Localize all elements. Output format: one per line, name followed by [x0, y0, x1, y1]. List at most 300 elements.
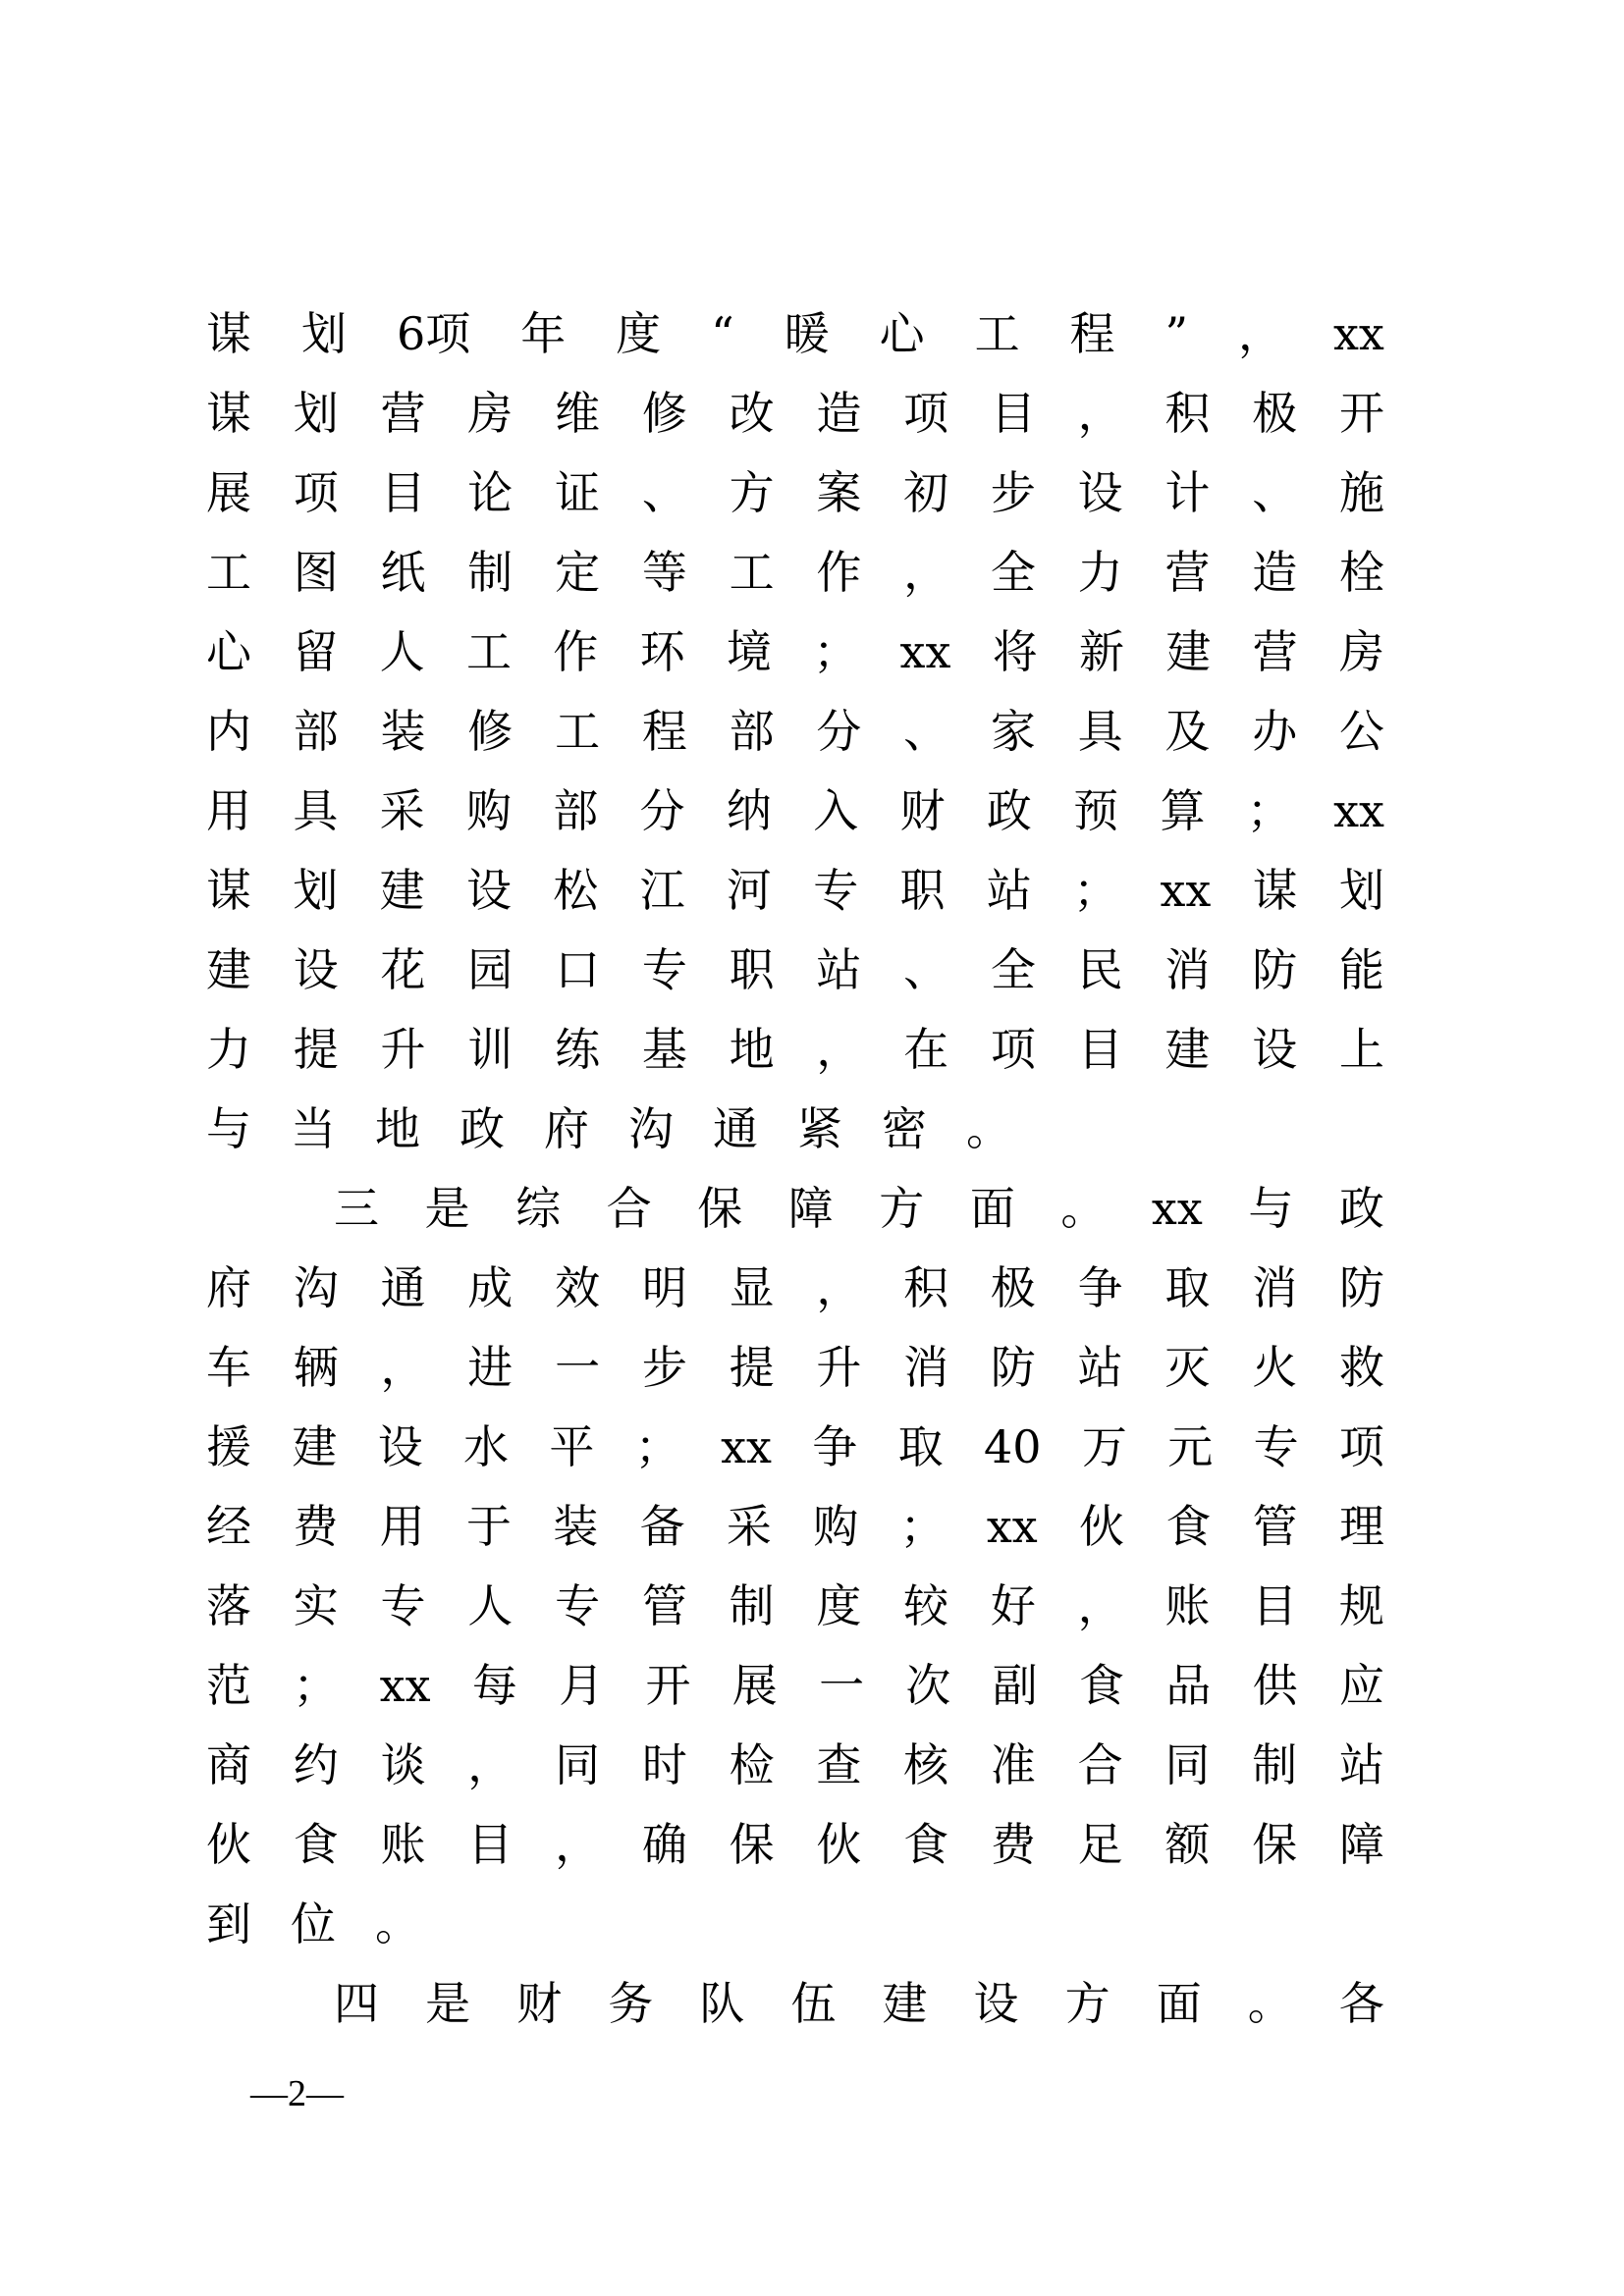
text-glyph: xx	[721, 1420, 772, 1473]
text-glyph: 面	[969, 1182, 1015, 1235]
text-glyph: 练	[555, 1023, 601, 1076]
text-glyph: 口	[555, 943, 601, 996]
text-glyph: 与	[206, 1102, 251, 1155]
text-glyph: 账	[1164, 1579, 1211, 1632]
text-glyph: xx	[899, 625, 951, 678]
text-glyph: 站	[816, 943, 862, 996]
text-glyph: 6项	[396, 307, 471, 360]
text-glyph: xx	[986, 1500, 1038, 1553]
text-glyph: 救	[1338, 1341, 1384, 1394]
text-line	[206, 1726, 1384, 1805]
text-glyph: 办	[1252, 705, 1298, 758]
text-line	[206, 1646, 1384, 1726]
text-glyph: ，	[1238, 307, 1283, 360]
text-glyph: 防	[1338, 1261, 1384, 1314]
text-glyph: 各	[1338, 1977, 1384, 2030]
text-glyph: 工	[206, 546, 251, 599]
text-glyph: 一	[819, 1659, 865, 1712]
text-glyph: 步	[641, 1341, 687, 1394]
text-glyph: 展	[206, 466, 251, 519]
text-glyph: 部	[553, 784, 599, 837]
text-glyph: 程	[1069, 307, 1115, 360]
text-glyph: xx	[1333, 784, 1384, 837]
text-glyph: 划	[300, 307, 347, 360]
text-glyph: 等	[641, 546, 687, 599]
text-glyph: ；	[634, 1420, 680, 1473]
text-glyph: 约	[293, 1738, 339, 1791]
text-line	[206, 692, 1384, 772]
text-glyph: 综	[515, 1182, 562, 1235]
text-glyph: 伙	[1079, 1500, 1125, 1553]
text-glyph: 保	[1252, 1818, 1298, 1871]
text-glyph: 项	[1338, 1420, 1384, 1473]
text-line	[206, 851, 1384, 931]
text-glyph: ；	[813, 625, 859, 678]
text-glyph: ，	[380, 1341, 426, 1394]
text-glyph: “	[711, 307, 734, 360]
text-glyph: 。	[966, 1102, 1011, 1155]
text-glyph: 项	[990, 1023, 1036, 1076]
text-glyph: 作	[553, 625, 599, 678]
text-glyph: 设	[1252, 1023, 1298, 1076]
text-glyph: 到	[206, 1897, 251, 1950]
text-glyph: 图	[293, 546, 339, 599]
text-glyph: 证	[555, 466, 601, 519]
text-glyph: 积	[1164, 387, 1211, 440]
text-glyph: 案	[816, 466, 862, 519]
text-glyph: 建	[292, 1420, 338, 1473]
text-glyph: 用	[206, 784, 251, 837]
text-glyph: 紧	[797, 1102, 842, 1155]
text-glyph: 是	[425, 1977, 471, 2030]
text-glyph: 位	[291, 1897, 336, 1950]
text-glyph: 府	[206, 1261, 251, 1314]
text-glyph: 项	[903, 387, 949, 440]
text-glyph: 工	[729, 546, 775, 599]
text-glyph: 明	[641, 1261, 687, 1314]
text-glyph: 每	[471, 1659, 517, 1712]
text-glyph: 合	[1077, 1738, 1123, 1791]
text-glyph: 新	[1079, 625, 1125, 678]
text-glyph: 入	[813, 784, 859, 837]
text-glyph: 规	[1338, 1579, 1384, 1632]
text-glyph: 项	[293, 466, 339, 519]
text-glyph: 建	[882, 1977, 928, 2030]
text-glyph: 花	[380, 943, 426, 996]
text-glyph: 额	[1164, 1818, 1211, 1871]
text-glyph: 队	[699, 1977, 745, 2030]
text-glyph: 环	[639, 625, 685, 678]
text-glyph: 园	[467, 943, 514, 996]
text-glyph: 心	[879, 307, 925, 360]
text-glyph: 划	[293, 387, 339, 440]
text-glyph: 足	[1077, 1818, 1123, 1871]
text-glyph: 品	[1165, 1659, 1212, 1712]
text-glyph: 费	[293, 1500, 339, 1553]
text-glyph: 防	[990, 1341, 1036, 1394]
text-glyph: 营	[380, 387, 426, 440]
text-glyph: 地	[729, 1023, 775, 1076]
text-glyph: 月	[559, 1659, 605, 1712]
text-glyph: 食	[1165, 1500, 1212, 1553]
text-glyph: 改	[729, 387, 775, 440]
text-glyph: 制	[729, 1579, 775, 1632]
text-glyph: 制	[467, 546, 514, 599]
text-glyph: 上	[1338, 1023, 1384, 1076]
text-glyph: 采	[379, 784, 425, 837]
text-glyph: 作	[816, 546, 862, 599]
text-glyph: 及	[1164, 705, 1211, 758]
text-glyph: xx	[1332, 307, 1384, 360]
text-glyph: 制	[1252, 1738, 1298, 1791]
text-glyph: 同	[555, 1738, 601, 1791]
text-glyph: 分	[816, 705, 862, 758]
text-glyph: 划	[1338, 864, 1384, 917]
text-glyph: 河	[726, 864, 772, 917]
text-glyph: 在	[903, 1023, 949, 1076]
text-glyph: 留	[293, 625, 339, 678]
text-glyph: 内	[206, 705, 251, 758]
text-glyph: 江	[639, 864, 685, 917]
text-glyph: 查	[816, 1738, 862, 1791]
text-glyph: 密	[882, 1102, 927, 1155]
text-glyph: 划	[293, 864, 339, 917]
text-glyph: 时	[641, 1738, 687, 1791]
text-glyph: 沟	[628, 1102, 674, 1155]
text-glyph: 准	[990, 1738, 1036, 1791]
text-glyph: 政	[1338, 1182, 1384, 1235]
text-glyph: 提	[293, 1023, 339, 1076]
text-glyph: 公	[1338, 705, 1384, 758]
text-glyph: 修	[641, 387, 687, 440]
text-glyph: 当	[291, 1102, 336, 1155]
text-glyph: 进	[467, 1341, 514, 1394]
text-glyph: 站	[986, 864, 1032, 917]
text-glyph: 计	[1164, 466, 1211, 519]
text-glyph: ，	[816, 1023, 862, 1076]
text-line	[206, 1567, 1384, 1646]
text-glyph: 初	[903, 466, 949, 519]
text-line	[206, 1487, 1384, 1567]
text-glyph: 建	[379, 864, 425, 917]
text-line	[206, 1805, 1384, 1885]
text-glyph: 较	[903, 1579, 949, 1632]
text-glyph: 。	[1247, 1977, 1293, 2030]
text-glyph: 民	[1077, 943, 1123, 996]
text-glyph: 保	[729, 1818, 775, 1871]
text-glyph: ”	[1164, 307, 1189, 360]
text-glyph: 一	[555, 1341, 601, 1394]
text-glyph: 造	[1252, 546, 1298, 599]
text-glyph: 算	[1160, 784, 1206, 837]
text-glyph: 争	[812, 1420, 858, 1473]
text-glyph: 专	[813, 864, 859, 917]
text-glyph: 用	[379, 1500, 425, 1553]
text-glyph: 站	[1077, 1341, 1123, 1394]
text-glyph: 力	[206, 1023, 251, 1076]
text-glyph: 同	[1164, 1738, 1211, 1791]
text-glyph: 家	[990, 705, 1036, 758]
text-glyph: 、	[1252, 466, 1298, 519]
text-glyph: 升	[380, 1023, 426, 1076]
text-line	[206, 374, 1384, 454]
text-glyph: 极	[1252, 387, 1298, 440]
text-glyph: 消	[1164, 943, 1211, 996]
text-glyph: 面	[1156, 1977, 1202, 2030]
text-glyph: 装	[553, 1500, 599, 1553]
text-glyph: xx	[379, 1659, 431, 1712]
text-glyph: 谋	[206, 387, 251, 440]
text-glyph: 灭	[1164, 1341, 1211, 1394]
text-glyph: 合	[606, 1182, 652, 1235]
text-glyph: 目	[1252, 1579, 1298, 1632]
text-glyph: 具	[1077, 705, 1123, 758]
text-glyph: ；	[1073, 864, 1119, 917]
text-glyph: 目	[467, 1818, 514, 1871]
text-glyph: 购	[813, 1500, 859, 1553]
text-glyph: 管	[641, 1579, 687, 1632]
text-glyph: 站	[1338, 1738, 1384, 1791]
text-glyph: 预	[1073, 784, 1119, 837]
text-glyph: 施	[1338, 466, 1384, 519]
text-glyph: 政	[986, 784, 1032, 837]
text-line	[206, 613, 1384, 692]
text-glyph: 专	[380, 1579, 426, 1632]
text-glyph: 于	[465, 1500, 512, 1553]
text-glyph: 部	[293, 705, 339, 758]
text-line	[206, 533, 1384, 613]
text-glyph: 度	[816, 1579, 862, 1632]
text-glyph: 维	[555, 387, 601, 440]
text-glyph: 。	[1060, 1182, 1107, 1235]
text-glyph: 财	[516, 1977, 563, 2030]
text-line	[206, 294, 1384, 374]
text-glyph: 建	[1164, 1023, 1211, 1076]
text-glyph: 应	[1338, 1659, 1384, 1712]
text-glyph: 取	[1164, 1261, 1211, 1314]
text-glyph: 车	[206, 1341, 251, 1394]
text-glyph: ，	[816, 1261, 862, 1314]
text-glyph: xx	[1160, 864, 1212, 917]
text-glyph: 商	[206, 1738, 251, 1791]
text-glyph: 栓	[1338, 546, 1384, 599]
text-glyph: 通	[713, 1102, 758, 1155]
text-glyph: 火	[1252, 1341, 1298, 1394]
text-line	[206, 454, 1384, 533]
text-glyph: 极	[990, 1261, 1036, 1314]
text-glyph: 程	[641, 705, 687, 758]
text-glyph: 是	[424, 1182, 470, 1235]
text-glyph: 伍	[790, 1977, 837, 2030]
text-glyph: 心	[206, 625, 251, 678]
text-glyph: 采	[726, 1500, 772, 1553]
text-glyph: 训	[467, 1023, 514, 1076]
text-glyph: 消	[903, 1341, 949, 1394]
text-glyph: 伙	[206, 1818, 251, 1871]
text-glyph: 纳	[726, 784, 772, 837]
text-glyph: 修	[467, 705, 514, 758]
text-glyph: 谋	[206, 307, 251, 360]
text-glyph: 通	[380, 1261, 426, 1314]
text-line	[206, 1090, 1384, 1169]
text-glyph: ，	[467, 1738, 514, 1791]
text-line	[206, 1010, 1384, 1090]
text-glyph: 谋	[206, 864, 251, 917]
text-glyph: ；	[1246, 784, 1292, 837]
text-glyph: 基	[641, 1023, 687, 1076]
text-glyph: 开	[1338, 387, 1384, 440]
text-glyph: 谋	[1252, 864, 1298, 917]
text-glyph: 政	[460, 1102, 505, 1155]
text-glyph: 食	[293, 1818, 339, 1871]
text-glyph: 理	[1338, 1500, 1384, 1553]
text-line	[206, 931, 1384, 1010]
text-glyph: 经	[206, 1500, 251, 1553]
text-line	[206, 772, 1384, 851]
text-glyph: 设	[377, 1420, 423, 1473]
text-glyph: 落	[206, 1579, 251, 1632]
text-glyph: 目	[1077, 1023, 1123, 1076]
text-glyph: 房	[467, 387, 514, 440]
text-glyph: 府	[544, 1102, 589, 1155]
text-glyph: 障	[1338, 1818, 1384, 1871]
text-glyph: 方	[729, 466, 775, 519]
text-glyph: 全	[990, 943, 1036, 996]
text-glyph: 与	[1248, 1182, 1294, 1235]
text-glyph: 展	[731, 1659, 778, 1712]
text-glyph: 方	[1064, 1977, 1110, 2030]
text-glyph: 成	[467, 1261, 514, 1314]
text-glyph: 人	[379, 625, 425, 678]
text-glyph: 专	[1253, 1420, 1299, 1473]
text-line	[206, 1328, 1384, 1408]
text-glyph: 纸	[380, 546, 426, 599]
text-glyph: 目	[990, 387, 1036, 440]
text-glyph: 财	[899, 784, 946, 837]
text-glyph: 职	[899, 864, 946, 917]
text-glyph: 食	[903, 1818, 949, 1871]
text-glyph: 消	[1252, 1261, 1298, 1314]
text-line	[206, 1408, 1384, 1487]
text-glyph: 暖	[784, 307, 830, 360]
text-glyph: 房	[1338, 625, 1384, 678]
text-glyph: 沟	[293, 1261, 339, 1314]
text-glyph: 水	[463, 1420, 510, 1473]
text-glyph: 提	[729, 1341, 775, 1394]
text-glyph: 工	[974, 307, 1020, 360]
text-glyph: 度	[616, 307, 662, 360]
text-glyph: 效	[555, 1261, 601, 1314]
text-glyph: 步	[990, 466, 1036, 519]
text-glyph: 好	[990, 1579, 1036, 1632]
text-glyph: 费	[990, 1818, 1036, 1871]
text-glyph: 设	[1077, 466, 1123, 519]
text-glyph: ；	[899, 1500, 946, 1553]
text-glyph: 升	[816, 1341, 862, 1394]
text-glyph: 确	[641, 1818, 687, 1871]
text-glyph: 援	[206, 1420, 251, 1473]
text-glyph: 供	[1252, 1659, 1298, 1712]
text-glyph: 论	[467, 466, 514, 519]
text-glyph: 年	[520, 307, 567, 360]
text-glyph: ，	[555, 1818, 601, 1871]
text-glyph: 显	[729, 1261, 775, 1314]
text-glyph: 具	[293, 784, 339, 837]
text-glyph: 保	[697, 1182, 743, 1235]
text-glyph: 分	[639, 784, 685, 837]
text-glyph: 、	[641, 466, 687, 519]
text-glyph: 将	[992, 625, 1038, 678]
text-glyph: 营	[1252, 625, 1298, 678]
text-line	[206, 1249, 1384, 1328]
text-glyph: 开	[645, 1659, 691, 1712]
text-glyph: 40	[983, 1420, 1042, 1473]
text-glyph: 营	[1164, 546, 1211, 599]
text-glyph: 、	[903, 705, 949, 758]
text-glyph: 管	[1252, 1500, 1298, 1553]
text-glyph: 装	[380, 705, 426, 758]
text-glyph: 松	[553, 864, 599, 917]
text-glyph: 人	[467, 1579, 514, 1632]
text-glyph: 专	[555, 1579, 601, 1632]
text-glyph: ；	[293, 1659, 339, 1712]
text-glyph: ，	[1077, 1579, 1123, 1632]
text-glyph: 伙	[816, 1818, 862, 1871]
text-glyph: 设	[465, 864, 512, 917]
text-glyph: 。	[375, 1897, 420, 1950]
text-glyph: ，	[903, 546, 949, 599]
text-glyph: 取	[897, 1420, 944, 1473]
text-glyph: 万	[1081, 1420, 1127, 1473]
text-glyph: 备	[639, 1500, 685, 1553]
text-glyph: ，	[1077, 387, 1123, 440]
text-glyph: 检	[729, 1738, 775, 1791]
text-glyph: 、	[903, 943, 949, 996]
text-glyph: 辆	[293, 1341, 339, 1394]
text-line	[206, 1964, 1384, 2044]
text-glyph: 定	[555, 546, 601, 599]
text-glyph: 副	[992, 1659, 1038, 1712]
text-glyph: 境	[726, 625, 772, 678]
text-glyph: 谈	[380, 1738, 426, 1791]
text-glyph: 购	[465, 784, 512, 837]
text-glyph: 次	[905, 1659, 951, 1712]
text-glyph: 全	[990, 546, 1036, 599]
text-glyph: 四	[334, 1977, 379, 2030]
text-glyph: 力	[1077, 546, 1123, 599]
text-glyph: 建	[206, 943, 251, 996]
page-number: —2—	[250, 2073, 344, 2114]
text-glyph: 障	[787, 1182, 834, 1235]
text-glyph: 建	[1165, 625, 1212, 678]
text-glyph: 三	[334, 1182, 379, 1235]
text-glyph: 职	[729, 943, 775, 996]
text-glyph: 部	[729, 705, 775, 758]
text-glyph: 积	[903, 1261, 949, 1314]
text-glyph: 造	[816, 387, 862, 440]
text-line	[206, 1885, 1384, 1964]
text-line	[206, 1169, 1384, 1249]
text-glyph: 账	[380, 1818, 426, 1871]
text-glyph: 专	[641, 943, 687, 996]
text-glyph: 平	[549, 1420, 595, 1473]
text-glyph: 核	[903, 1738, 949, 1791]
text-glyph: 地	[375, 1102, 420, 1155]
text-glyph: 食	[1079, 1659, 1125, 1712]
text-glyph: 能	[1338, 943, 1384, 996]
text-glyph: 务	[608, 1977, 654, 2030]
text-glyph: 设	[293, 943, 339, 996]
